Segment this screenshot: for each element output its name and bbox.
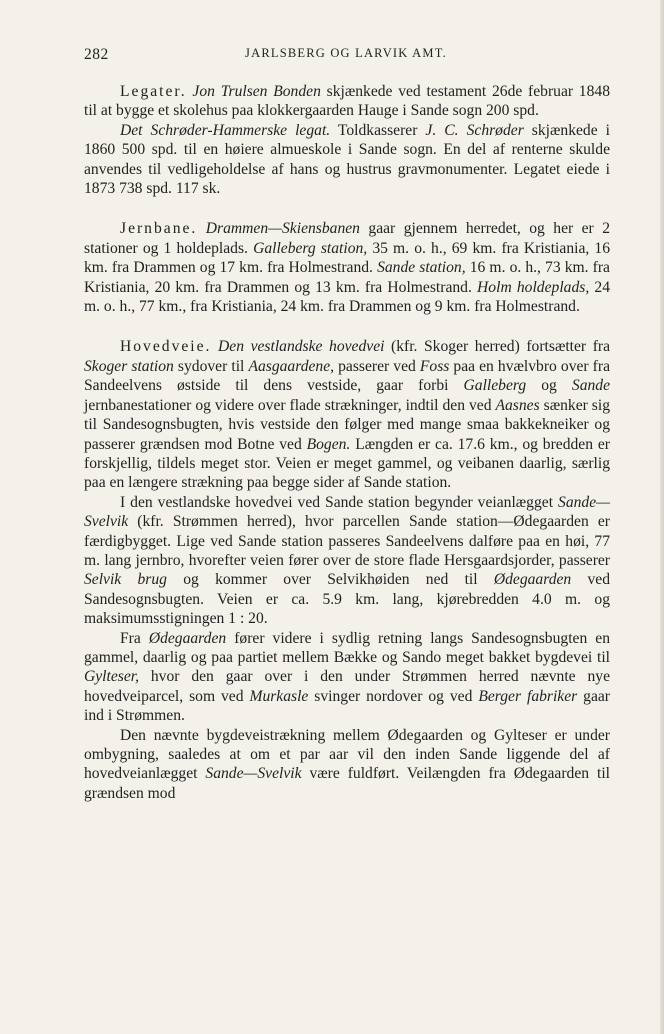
paragraph-bygdevei [84,726,610,804]
person-name: Jon Trulsen Bonden [192,83,321,100]
page-number: 282 [84,46,109,63]
text-run: sydover til [173,357,249,375]
italic-term: Skoger station [84,357,174,375]
italic-term: Berger fabriker [478,687,578,705]
paragraph-schroder-legat: Det Schrøder-Hammerske legat. Toldkasserer J. C. Schrøder skjænkede i 1860 500 spd. til en høiere almueskole i Sande sogn. En del af renterne skulde anvendes til vedligeholdelse af hans og hustrus gravmonumenter. Legatet eiede i 1873 738 spd. 117 sk. [84,121,611,198]
station-name: Galleberg station, [253,239,368,257]
running-title: JARLSBERG OG LARVIK AMT. [245,46,447,60]
italic-term: Sande—Svelvik [205,765,302,783]
legacy-name: Det Schrøder-Hammerske legat. [120,121,331,139]
text-run: fører videre i sydlig retning langs Sandesognsbugten en gammel, daarlig og paa partiet mellem Bække og Sando meget bakket bygdevei til [84,629,610,666]
italic-term: Ødegaarden [148,629,227,647]
text-run: ved Sandesognsbugten. Veien er ca. 5.9 km. lang, kjørebredden 4.0 m. og maksimumsstigningen 1 : 20. [84,571,610,628]
text-run: (kfr. Strømmen herred), hvor parcellen Sande station—Ødegaarden er færdigbygget. Lige ved Sande station passeres Sandeelvens dalføre paa en høi, 77 m. lang jernbro, hvorefter veien fører over de store flade Hersgaardsjorder, passerer [84,513,610,569]
section-jernbane: Jernbane. Drammen—Skiensbanen gaar gjennem herredet, og her er 2 stationer og 1 holdeplads. Galleberg station, 35 m. o. h., 69 km. fra Kristiania, 16 km. fra Drammen og 17 km. fra Holmestrand. Sande station, 16 m. o. h., 73 km. fra Kristiania, 20 km. fra Drammen og 13 km. fra Holmestrand. Holm holdeplads, 24 m. o. h., 77 km., fra Kristiania, 24 km. fra Drammen og 9 km. fra Holmestrand. [84,220,610,316]
text-run: sænker sig til Sandesognsbugten, hvis vestside den følger med mange smaa bakkekneiker og passerer grændsen mod Botne ved [84,396,611,453]
text-run: Den nævnte bygdeveistrækning mellem Ødegaarden og Gylteser er under ombygning, saaledes at om et par aar vil den inden Sande liggende del af hovedveianlægget [84,726,610,783]
text-run: og kommer over Selvikhøiden ned til [166,571,494,589]
section-legater: Legater. Jon Trulsen Bonden skjænkede ved testament 26de februar 1848 til at bygge et skolehus paa klokkergaarden Hauge i Sande sogn 200 spd. [84,83,610,120]
section-hovedveie [84,337,610,492]
person-name: J. C. Schrøder [425,121,524,139]
italic-term: Ødegaarden [493,571,572,589]
text-run: være fuldført. Veilængden fra Ødegaarden til grændsen mod [84,765,610,802]
page-body [84,82,610,803]
section-heading-legater: Legater. [120,83,187,100]
italic-term: Foss [419,357,450,375]
text-run: gaar ind i Strømmen. [84,687,610,725]
italic-term: Bogen. [306,435,351,453]
text-run: og [526,377,572,395]
section-heading-jernbane: Jernbane. [120,220,198,238]
italic-term: Galleberg [463,377,527,395]
text-run: passerer ved [334,357,420,375]
station-name: Sande station, [377,259,466,277]
italic-term: Gylteser, [84,668,139,686]
italic-term: Den vestlandske hovedvei [218,338,385,356]
italic-term: Sande—Svelvik [84,493,610,531]
railway-line: Drammen—Skiensbanen [205,220,360,238]
text-run: paa en hvælvbro over fra Sandeelvens østside til dens vestside, gaar forbi [84,357,610,395]
section-heading-hovedveie: Hovedveie. [120,338,212,356]
text-run: I den vestlandske hovedvei ved Sande station begynder veianlægget [120,493,559,511]
italic-term: Aasgaardene, [248,357,335,375]
text-run: hvor den gaar over i den under Strømmen herred nævnte nye hovedveiparcel, som ved [84,668,610,705]
italic-term: Murkasle [249,687,309,705]
text-run: (kfr. Skoger herred) fortsætter fra [384,338,610,356]
text-run: Længden er ca. 17.6 km., og bredden er forskjellig, tildels meget stor. Veien er meget gammel, og veibanen daarlig, særlig paa en længere strækning paa begge sider af Sande station. [84,435,610,492]
paragraph-odegaarden [84,629,610,726]
italic-term: Aasnes [495,396,540,414]
page-edge [660,0,664,1034]
italic-term: Sande [571,377,611,395]
text-run: svinger nordover og ved [308,687,479,705]
italic-term: Selvik brug [84,571,167,589]
paragraph-sande-svelvik [84,493,610,629]
text-run: Fra [120,629,149,647]
text-run: jernbanestationer og videre over flade strækninger, indtil den ved [84,396,496,414]
station-name: Holm holdeplads, [477,278,590,296]
